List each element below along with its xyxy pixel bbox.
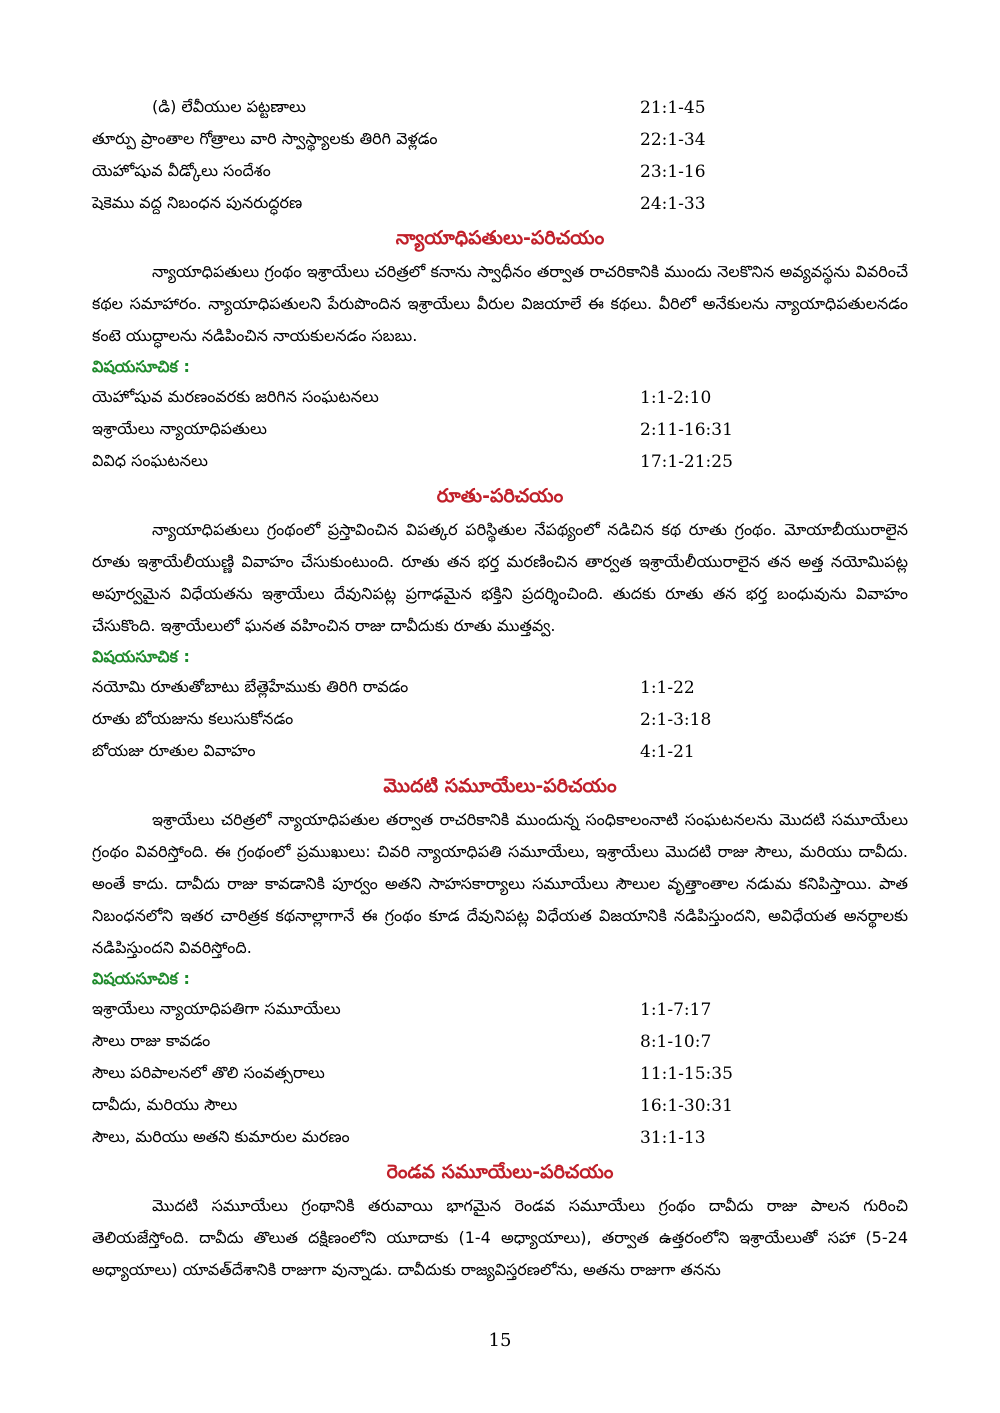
toc-label: విషయసూచిక : [92,647,190,666]
toc-row-ref: 31:1-13 [640,1128,706,1148]
toc-row [92,414,908,446]
toc-row [92,1122,908,1154]
toc-row-text: ఇశ్రాయేలు న్యాయాధిపతిగా సమూయేలు [92,998,341,1018]
toc-row-ref: 1:1-7:17 [640,1000,712,1020]
toc-row [92,124,908,156]
toc-row-ref: 22:1-34 [640,130,706,150]
toc-row-text: వివిధ సంఘటనలు [92,450,208,470]
toc-row-ref: 24:1-33 [640,194,706,214]
section-heading: రెండవ సమూయేలు-పరిచయం [386,1161,614,1183]
toc-row-text: బోయజు రూతుల వివాహం [92,740,256,760]
toc-row-text: యెహోషువ మరణంవరకు జరిగిన సంఘటనలు [92,386,379,406]
section-2-samuel [92,1154,908,1286]
section-paragraph: న్యాయాధిపతులు గ్రంథం ఇశ్రాయేలు చరిత్రలో కనాను స్వాధీనం తర్వాత రాచరికానికి ముందు నెలకొనిన అవ్యవస్థను వివరించే కథల సమాహారం. న్యాయాధిపతులని పేరుపొందిన ఇశ్రాయేలు వీరుల విజయాలే ఈ కథలు. వీరిలో అనేకులను న్యాయాధిపతులనడం కంటె యుద్ధాలను నడిపించిన నాయకులనడం సబబు. [92,262,908,345]
toc-row [92,736,908,768]
section-heading: మొదటి సమూయేలు-పరిచయం [383,775,617,797]
toc-label: విషయసూచిక : [92,969,190,988]
toc-row-text: సౌలు రాజు కావడం [92,1030,211,1050]
toc-row-text: దావీదు, మరియు సౌలు [92,1094,238,1114]
toc-row-text: షెకెము వద్ద నిబంధన పునరుద్ధరణ [92,192,303,212]
page-number: 15 [488,1330,512,1351]
section-heading: న్యాయాధిపతులు-పరిచయం [395,227,605,249]
toc-row-text: నయోమి రూతుతోబాటు బేత్లెహేముకు తిరిగి రావడం [92,676,409,696]
toc-row-text: యెహోషువ వీడ్కోలు సందేశం [92,160,271,180]
toc-row [92,446,908,478]
toc-row [92,704,908,736]
toc-row-text: రూతు బోయజును కలుసుకోనడం [92,708,294,728]
section-paragraph: ఇశ్రాయేలు చరిత్రలో న్యాయాధిపతుల తర్వాత రాచరికానికి ముందున్న సంధికాలంనాటి సంఘటనలను మొదటి సమూయేలు గ్రంథం వివరిస్తోంది. ఈ గ్రంథంలో ప్రముఖులు: చివరి న్యాయాధిపతి సమూయేలు, ఇశ్రాయేలు మొదటి రాజు సౌలు, మరియు దావీదు. అంతే కాదు. దావీదు రాజు కావడానికి పూర్వం అతని సాహసకార్యాలు సమూయేలు సౌలుల వృత్తాంతాల నడుమ కనిపిస్తాయి. పాత నిబంధనలోని ఇతర చారిత్రక కథనాల్లాగానే ఈ గ్రంథం కూడ దేవునిపట్ల విధేయత విజయానికి నడిపిస్తుందని, అవిధేయత అనర్థాలకు నడిపిస్తుందని వివరిస్తోంది. [92,810,908,957]
toc-row-ref: 11:1-15:35 [640,1064,733,1084]
top-contents [92,92,908,220]
toc-row [92,382,908,414]
toc-row-ref: 17:1-21:25 [640,452,733,472]
toc-row-text: తూర్పు ప్రాంతాల గోత్రాలు వారి స్వాస్థ్యాలకు తిరిగి వెళ్లడం [92,128,438,148]
toc-row-ref: 23:1-16 [640,162,706,182]
toc-row-text: సౌలు, మరియు అతని కుమారుల మరణం [92,1126,350,1146]
toc-row [92,672,908,704]
toc-row-ref: 1:1-22 [640,678,695,698]
toc-row [92,1058,908,1090]
toc-row-text: ఇశ్రాయేలు న్యాయాధిపతులు [92,418,267,438]
toc-row [92,188,908,220]
toc-row [92,994,908,1026]
toc-row-ref: 2:11-16:31 [640,420,733,440]
section-ruth [92,478,908,768]
toc-row [92,92,908,124]
section-heading: రూతు-పరిచయం [436,485,564,507]
toc-row-ref: 16:1-30:31 [640,1096,733,1116]
toc-label: విషయసూచిక : [92,357,190,376]
section-1-samuel [92,768,908,1154]
section-paragraph: మొదటి సమూయేలు గ్రంథానికి తరువాయి భాగమైన రెండవ సమూయేలు గ్రంథం దావీదు రాజు పాలన గురించి తెలియజేస్తోంది. దావీదు తొలుత దక్షిణంలోని యూదాకు (1-4 అధ్యాయాలు), తర్వాత ఉత్తరంలోని ఇశ్రాయేలుతో సహా (5-24 అధ్యాయాలు) యావత్‌దేశానికి రాజుగా వున్నాడు. దావీదుకు రాజ్యవిస్తరణలోను, అతను రాజుగా తనను [92,1196,908,1279]
toc-row-ref: 4:1-21 [640,742,695,762]
toc-row [92,1090,908,1122]
toc-row [92,156,908,188]
toc-row-ref: 1:1-2:10 [640,388,712,408]
section-judges [92,220,908,478]
toc-row-text: (డి) లేవీయుల పట్టణాలు [152,96,306,116]
section-paragraph: న్యాయాధిపతులు గ్రంథంలో ప్రస్తావించిన విపత్కర పరిస్థితుల నేపథ్యంలో నడిచిన కథ రూతు గ్రంథం. మోయాబీయురాలైన రూతు ఇశ్రాయేలీయుణ్ణి వివాహం చేసుకుంటుంది. రూతు తన భర్త మరణించిన తార్వత ఇశ్రాయేలీయురాలైన తన అత్త నయోమిపట్ల అపూర్వమైన విధేయతను ఇశ్రాయేలు దేవునిపట్ల ప్రగాఢమైన భక్తిని ప్రదర్శించింది. తుదకు రూతు తన భర్త బంధువును వివాహం చేసుకొంది. ఇశ్రాయేలులో ఘనత వహించిన రాజు దావీదుకు రూతు ముత్తవ్వ. [92,520,908,635]
toc-row-ref: 8:1-10:7 [640,1032,712,1052]
toc-row-text: సౌలు పరిపాలనలో తొలి సంవత్సరాలు [92,1062,325,1082]
toc-row-ref: 21:1-45 [640,98,706,118]
page-body [92,92,908,1286]
toc-row-ref: 2:1-3:18 [640,710,712,730]
toc-row [92,1026,908,1058]
